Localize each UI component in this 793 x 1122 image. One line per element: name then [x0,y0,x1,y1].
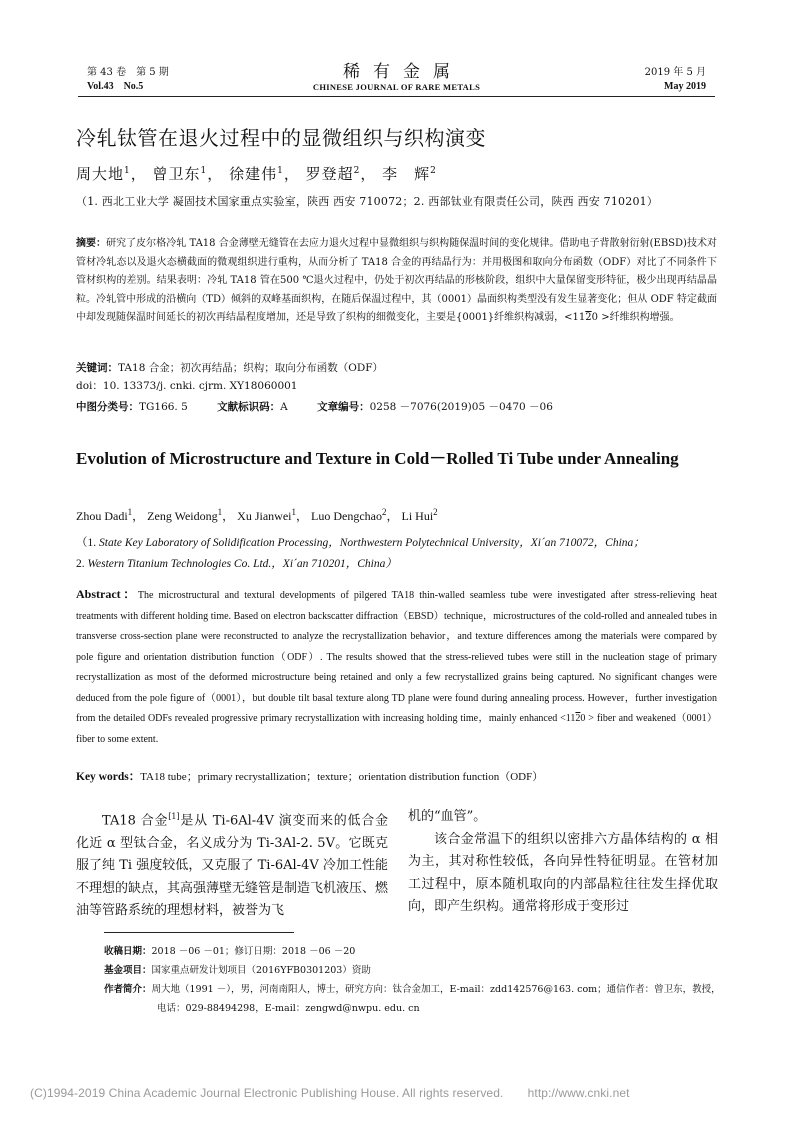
keywords-en [76,768,543,784]
affiliation-en [76,533,721,575]
author-name: 曾卫东 [152,165,201,183]
authors-cn: 周大地$^1$， 曾卫东$^1$， 徐建伟$^1$， 罗登超$^2$， 李 辉$^2$ [76,165,437,183]
footnotes [104,942,724,1018]
author-sup: 2 [433,507,438,517]
keywords-en-label: Key words： [76,771,141,783]
volume-cn: 第 43 卷 第 5 期 [87,67,169,78]
author-sup: 2 [430,166,437,176]
author-contact: 电话：029-88494298，E-mail：zengwd@nwpu. edu. cn [157,1003,420,1014]
footnote-rule [104,932,294,933]
volume-en: Vol.43 No.5 [87,81,144,92]
body-text: 是从 Ti-6Al-4V 演变而来的低合金化近 α 型钛合金，名义成分为 Ti-3Al-2. 5V。它既克服了纯 Ti 强度较低，又克服了 Ti-6Al-4V 冷加工性能不理想的缺点，其高强薄壁无缝管是制造飞机液压、燃油等管路系统的理想材料，被誉为飞 [76,813,389,919]
copyright-watermark: (C)1994-2019 China Academic Journal Electronic Publishing House. All rights reserved. http://www.cnki.net [30,1086,630,1100]
author-sup: 2 [381,507,387,517]
affiliation-en-line-2: Western Titanium Technologies Co. Ltd.，Xi´an 710201，China） [87,558,397,570]
abstract-cn-bar-digit: 2 [585,312,592,323]
author-name: 李 辉 [382,165,431,183]
article-value: 0258 －7076(2019)05 －0470 －06 [369,401,553,413]
clc-label: 中图分类号： [76,401,139,413]
abstract-cn-label: 摘要： [76,238,107,249]
abstract-en-text-end: 0 > fiber and weakened（0001）fiber to some extent. [76,713,718,745]
abstract-en-label: Abstract： [76,587,138,601]
author-sup: 2 [353,166,361,176]
received-label: 收稿日期： [104,946,152,957]
abstract-cn [76,235,717,328]
body-paragraph [76,806,388,923]
author-name: Li Hui [401,509,434,523]
keywords-en-text: TA18 tube；primary recrystallization；texture；orientation distribution function（ODF） [140,771,544,783]
affiliation-en-line-1: State Key Laboratory of Solidification Processing，Northwestern Polytechnical University，Xi´an 710072，China； [99,537,645,549]
abstract-cn-text-end: 0 >纤维织构增强。 [591,312,680,323]
journal-name-en: CHINESE JOURNAL OF RARE METALS [312,82,481,92]
keywords-cn-text: TA18 合金；初次再结晶；织构；取向分布函数（ODF） [118,362,384,374]
author-name: Xu Jianwei [237,509,292,523]
doc-value: A [280,401,288,413]
author-name: 徐建伟 [229,165,278,183]
author-name: Zhou Dadi [76,509,128,523]
citation-ref[interactable]: [1] [168,812,180,821]
abstract-en-text: The microstructural and textural developments of pilgered TA18 thin-walled seamless tube were investigated after stress-relieving heat treatments with different holding time. Based on electron backscatter diffraction（EBSD）technique，microstructures of the cold-rolled and annealed tubes in transverse cross-section plane were reconstructed to analyze the recrystallization behavior，and texture differences among the materials were compared by pole figure and orientation distribution function（ODF）. The results showed that the stress-relieved tubes were still in the nucleation stage of primary recrystallization as most of the deformed microstructure being retained and only a few recrystallized grains being captured. No significant changes were deduced from the pole figure of（0001），but double tilt basal texture along TD plane were found during annealing process. However，further investigation from the detailed ODFs revealed progressive primary recrystallization with increasing holding time，mainly enhanced <11 [76,590,717,724]
header-volume [87,66,169,94]
author-name: Luo Dengchao [311,509,382,523]
doi-value[interactable]: 10. 13373/j. cnki. cjrm. XY18060001 [102,380,298,392]
author-sup: 1 [291,507,296,517]
header-journal [300,57,493,92]
author-sup: 1 [127,507,133,517]
paper-title-en: Evolution of Microstructure and Texture in Cold－Rolled Ti Tube under Annealing [76,449,679,468]
affiliation-en-num-2: 2. [76,558,88,570]
doc-label: 文献标识码： [217,401,281,413]
body-column-left [76,806,388,923]
author-sup: 1 [277,166,284,176]
received-dates: 2018 －06 －01；修订日期：2018 －06 －20 [151,946,356,957]
keywords-cn [76,359,383,377]
date-en: May 2019 [664,81,706,92]
author-name: 罗登超 [305,165,354,183]
classification [76,399,716,414]
header-date [645,66,706,94]
clc-value: TG166. 5 [139,401,188,413]
author-bio-label: 作者简介： [104,984,152,995]
author-name: Zeng Weidong [147,509,218,523]
doi [76,378,298,393]
author-sup: 1 [217,507,223,517]
keywords-cn-label: 关键词： [76,362,118,374]
paper-title-cn: 冷轧钛管在退火过程中的显微组织与织构演变 [76,126,486,150]
article-label: 文章编号： [317,401,370,413]
authors-en: Zhou Dadi$^1$， Zeng Weidong$^1$， Xu Jianwei$^1$， Luo Dengchao$^2$， Li Hui$^2$ [76,507,438,523]
affiliation-en-num-1: （1. [76,537,99,549]
body-paragraph: 机的“血管”。 [408,809,487,824]
author-bio-text: 周大地（1991 －），男，河南南阳人，博士，研究方向：钛合金加工，E-mail：zdd142576@163. com；通信作者：曾卫东，教授， [151,984,721,995]
fund-label: 基金项目： [104,965,152,976]
abstract-cn-text: 研究了皮尔格冷轧 TA18 合金薄壁无缝管在去应力退火过程中显微组织与织构随保温时间的变化规律。借助电子背散射衍射(EBSD)技术对管材冷轧态以及退火态横截面的微观组织进行重构，从而分析了 TA18 合金的再结晶行为：并用极图和取向分布函数（ODF）对比了不同条件下管材织构的差别。结果表明：冷轧 TA18 管在500 ℃退火过程中，仍处于初次再结晶的形核阶段，组织中大量保留变形特征，极少出现再结晶晶粒。冷轧管中形成的沿横向（TD）倾斜的双峰基面织构，在随后保温过程中，其（0001）晶面织构类型没有发生显著变化；但从 ODF 特定截面中却发现随保温时间延长的初次再结晶程度增加，还是导致了织构的细微变化，主要是{0001}纤维织构减弱，<11 [76,238,718,323]
doi-label: doi： [76,380,103,392]
author-name: 周大地 [76,165,125,183]
affiliation-cn: （1. 西北工业大学 凝固技术国家重点实验室，陕西 西安 710072；2. 西部钛业有限责任公司，陕西 西安 710201） [76,195,659,208]
abstract-en [76,584,717,750]
fund-text: 国家重点研发计划项目（2016YFB0301203）资助 [151,965,371,976]
journal-name-cn: 稀有金属 [343,62,463,82]
body-paragraph: 该合金常温下的组织以密排六方晶体结构的 α 相为主，其对称性较低，各向异性特征明显。在管材加工过程中，原本随机取向的内部晶粒往往发生择优取向，即产生织构。通常将形成于变形过 [408,831,718,914]
header-rule [78,96,715,97]
body-column-right [408,806,718,919]
body-text: TA18 合金 [102,813,169,829]
author-sup: 1 [200,166,208,176]
abstract-en-bar-digit: 2 [575,713,581,724]
author-sup: 1 [124,166,131,176]
date-cn: 2019 年 5 月 [644,67,706,78]
